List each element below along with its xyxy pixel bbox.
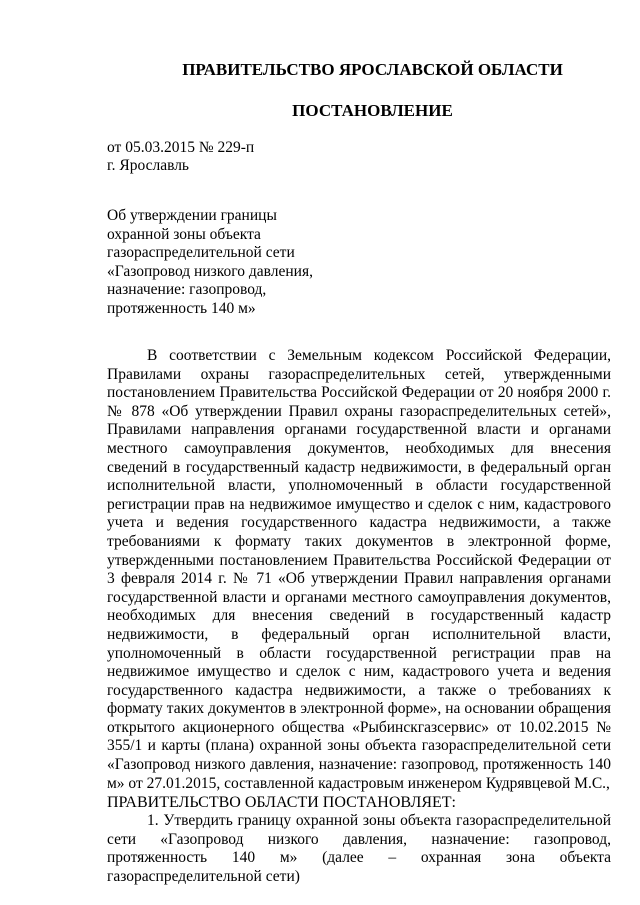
document-subject — [107, 207, 367, 319]
decree-line: ПРАВИТЕЛЬСТВО ОБЛАСТИ ПОСТАНОВЛЯЕТ: — [107, 794, 456, 812]
subject-line: Об утверждении границы — [107, 207, 277, 224]
document-body — [107, 347, 611, 887]
subject-line: назначение: газопровод, — [107, 281, 267, 299]
government-title: ПРАВИТЕЛЬСТВО ЯРОСЛАВСКОЙ ОБЛАСТИ — [182, 60, 563, 79]
subject-line: «Газопровод низкого давления, — [107, 262, 313, 280]
subject-line: газораспределительной сети — [107, 244, 295, 262]
document-date-number: от 05.03.2015 № 229-п — [107, 139, 255, 156]
item-1-paragraph: 1. Утвердить границу охранной зоны объекта газораспределительной сети «Газопровод низкого давления, назначение: газопровод, протяженность 140 м» (далее – охранная зона объекта газораспределительной сети) — [107, 812, 611, 886]
document-city: г. Ярославль — [107, 157, 189, 174]
subject-line: охранной зоны объекта — [107, 225, 261, 243]
subject-line: протяженность 140 м» — [107, 299, 256, 317]
document-type-title: ПОСТАНОВЛЕНИЕ — [292, 101, 453, 120]
preamble-paragraph: В соответствии с Земельным кодексом Российской Федерации, Правилами охраны газораспределительных сетей, утвержденными постановлением Правительства Российской Федерации от 20 ноября 2000 г. № 878 «Об утверждении Правил охраны газораспределительных сетей», Правилами направления органами государственной власти и органами местного самоуправления документов, необходимых для внесения сведений в государственный кадастр недвижимости, в федеральный орган исполнительной власти, уполномоченный в области государственной регистрации прав на недвижимое имущество и сделок с ним, кадастрового учета и ведения государственного кадастра недвижимости, а также требованиями к формату таких документов в электронной форме, утвержденными постановлением Правительства Российской Федерации от 3 февраля 2014 г. № 71 «Об утверждении Правил направления органами государственной власти и органами местного самоуправления документов, необходимых для внесения сведений в государственный кадастр недвижимости, в федеральный орган исполнительной власти, уполномоченный в области государственной регистрации прав на недвижимое имущество и сделок с ним, кадастрового учета и ведения государственного кадастра недвижимости, а также о требованиях к формату таких документов в электронной форме», на основании обращения открытого акционерного общества «Рыбинскгазсервис» от 10.02.2015 № 355/1 и карты (плана) охранной зоны объекта газораспределительной сети «Газопровод низкого давления, назначение: газопровод, протяженность 140 м» от 27.01.2015, составленной кадастровым инженером Кудрявцевой М.С., — [107, 347, 611, 792]
